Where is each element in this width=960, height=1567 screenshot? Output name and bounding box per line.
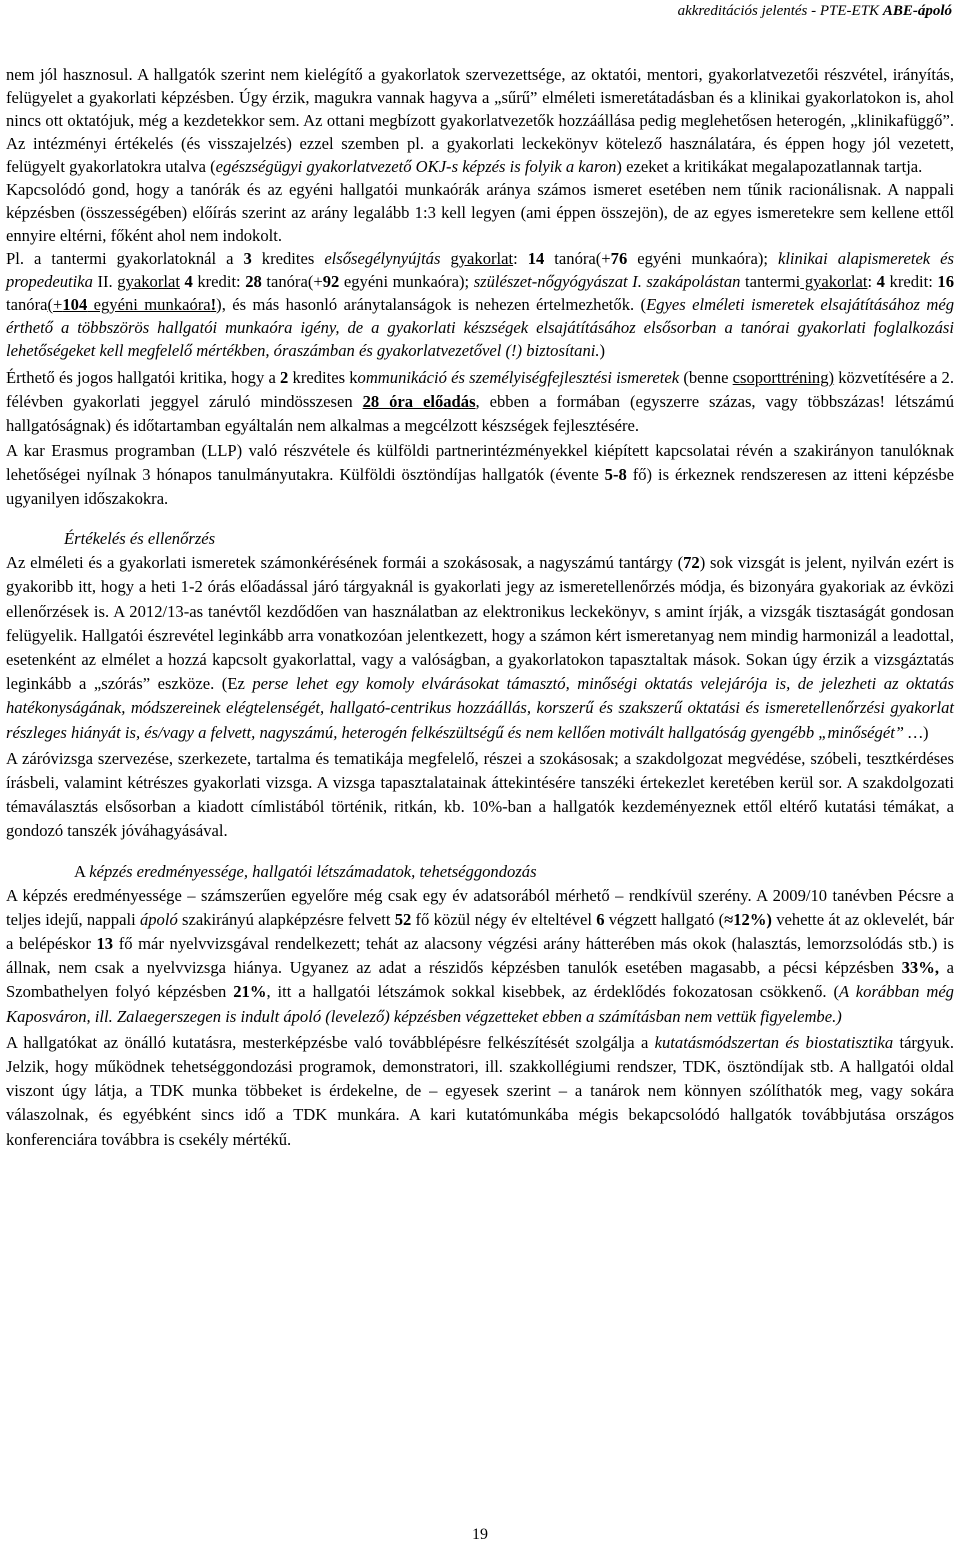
paragraph-workload-ratio: Kapcsolódó gond, hogy a tanórák és az egyéni hallgatói munkaórák aránya számos ismeret esetében nem tűnik racionálisnak. A nappali képzésben (összességében) előírás szerint az arány legalább 1:3 kell legyen (ami éppen összejön), de az egyes ismeretekre sem kellene ettől ennyire eltérni, főként ahol nem indokolt. <box>6 180 954 245</box>
header-text: akkreditációs jelentés - PTE-ETK <box>677 3 880 19</box>
paragraph-erasmus: A kar Erasmus programban (LLP) való részvétele és külföldi partnerintézményekkel kiépített kapcsolatai révén a szakirányon tanulóknak lehetőségei nyílnak 3 hónapos tanulmányutakra. Külföldi ösztöndíjas hallgatók (évente 5-8 fő) is érkeznek rendszeresen az itteni képzésbe ugyanilyen időszakokra. <box>6 440 954 509</box>
paragraph-effectiveness: A képzés eredményessége – számszerűen egyelőre még csak egy év adatsorából mérhető – rendkívül szerény. A 2009/10 tanévben Pécsre a teljes idejű, nappali ápoló szakirányú alapképzésre felvett 52 fő közül négy év elteltével 6 végzett hallgató (≈12%) vehette át az oklevelét, bár a belépéskor 13 fő már nyelvvizsgával rendelkezett; tehát az alacsony végzési arány hátterében más okok (halasztás, lemorzsolódás stb.) is állnak, nem csak a nyelvvizsga hiánya. Ugyanez az adat a részidős képzésben tanulók esetében magasabb, a pécsi képzésben 33%, a Szombathelyen folyó képzésben 21%, itt a hallgatói létszámok sokkal kisebbek, az érdeklődés fokozatosan csökkenő. (A korábban még Kaposváron, ill. Zalaegerszegen is indult ápoló (levelező) képzésben végzetteket ebben a számításban nem vettük figyelembe.) <box>6 885 954 1026</box>
paragraph-examples: Pl. a tantermi gyakorlatoknál a 3 kredites elsősegélynyújtás gyakorlat: 14 tanóra(+76 egyéni munkaóra); klinikai alapismeretek és propedeutika II. gyakorlat 4 kredit: 28 tanóra(+92 egyéni munkaóra); szülészet-nőgyógyászat I. szakápolástan tantermi gyakorlat: 4 kredit: 16 tanóra(+104 egyéni munkaóra!), és más hasonló aránytalanságok is nehezen értelmezhetők. (Egyes elméleti ismeretek elsajátításához még érthető a többszörös hallgatói munkaóra igény, de a gyakorlati készségek elsajátításához elsősorban a tanórai gyakorlati foglalkozási lehetőségeket kell megfelelő mértékben, óraszámban és gyakorlatvezetővel (!) biztosítani.) <box>6 249 955 360</box>
page-body <box>6 63 954 1152</box>
paragraph-assessment: Az elméleti és a gyakorlati ismeretek számonkérésének formái a szokásosak, a nagyszámú tantárgy (72) sok vizsgát is jelent, nyilván ezért is gyakoribb itt, hogy a heti 1-2 órás előadással járó tárgyaknál is gyakorlati jegy az ismeretellenőrzés módja, és bizonyára gyakoriak az évközi ellenőrzések is. A 2012/13-as tanévtől kezdődően van használatban az elektronikus leckekönyv, s amint írják, a vizsgák tisztaságát gondosan felügyelik. Hallgatói észrevétel leginkább arra vonatkozóan jelentkezett, hogy a számon kért ismeretanyag nem mindig harmonizál a leadottal, esetenként az elmélet a hozzá kapcsolt gyakorlattal, vagy a valóságban, a gyakorlatokon tapasztaltak mások. Sokan úgy érzik a vizsgáztatás leginkább a „szórás” eszköze. (Ez perse lehet egy komoly elvárásokat támasztó, minőségi oktatás velejárója is, de jelezheti az oktatás hatékonyságának, módszereinek elégtelenségét, hallgató-centrikus hozzáállás, korszerű és szakszerű oktatási és ismeretellenőrzési gyakorlat részleges hiányát is, és/vagy a felvett, nagyszámú, heterogén felkészültségű és nem kellően motivált hallgatóság gyengébb „minőségét” …) <box>6 553 955 742</box>
paragraph-final-exam: A záróvizsga szervezése, szerkezete, tartalma és tematikája megfelelő, részei a szokásosak; a szakdolgozat megvédése, szóbeli, tesztkérdéses írásbeli, valamint kétrészes gyakorlati vizsga. A vizsga tapasztalatainak áttekintésére tanszéki értekezlet keretében kerül sor. A szakdolgozati témaválasztás elsősorban a kiadott címlistából történik, ritkán, kb. 10%-ban a hallgatók kezdeményeznek ettől eltérő kutatási témákat, a gondozó tanszék jóváhagyásával. <box>6 748 954 841</box>
paragraph-research: A hallgatókat az önálló kutatásra, mesterképzésbe való továbblépésre felkészítését szolgálja a kutatásmódszertan és biostatisztika tárgyuk. Jelzik, hogy működnek tehetséggondozási programok, demonstratori, ill. szakkollégiumi rendszer, TDK, ösztöndíjak stb. A hallgatói oldal viszont úgy látja, a TDK munka többeket is érdekelne, de – egyesek szerint – a tanárok nem könnyen szólíthatók meg, vagy sokára válaszolnak, és egyébként sincs idő a TDK munkára. A kari kutatómunkába mégis bekapcsolódó hallgatók továbbjutása országos konferenciára továbbra is csekély mértékű. <box>6 1032 954 1149</box>
section-heading-evaluation: Értékelés és ellenőrzés <box>64 529 216 549</box>
section-heading-results: A képzés eredményessége, hallgatói létszámadatok, tehetséggondozás <box>74 861 537 881</box>
paragraph-communication-course: Érthető és jogos hallgatói kritika, hogy a 2 kredites kommunikáció és személyiségfejlesztési ismeretek (benne csoporttréning) közvetítésére a 2. félévben gyakorlati jeggyel záruló mindösszesen 28 óra előadás, ebben a formában (egyszerre százas, vagy többszázas! létszámú hallgatóságnak) és időtartamban egyáltalán nem alkalmas a megcélzott készségek fejlesztésére. <box>6 368 954 436</box>
paragraph-practice-criticism: nem jól hasznosul. A hallgatók szerint nem kielégítő a gyakorlatok szervezettsége, az oktatói, mentori, gyakorlatvezetői részvétel, irányítás, felügyelet a gyakorlati képzésben. Úgy érzik, magukra vannak hagyva a „sűrű” elméleti ismeretátadásban és a klinikai gyakorlatokon is, ahol nincs ott oktatójuk, még a kezdetekkor sem. Az ottani megbízott gyakorlatvezetők hozzáállása pedig meglehetősen heterogén, „klinikafüggő”. Az intézményi értékelés (és visszajelzés) ezzel szemben pl. a gyakorlati leckekönyv kötelező használatára, és éppen hogy jól vezetett, felügyelt gyakorlatokra utalva (egészségügyi gyakorlatvezető OKJ-s képzés is folyik a karon) ezeket a kritikákat megalapozatlannak tartja. <box>6 65 954 176</box>
page-header <box>678 3 952 20</box>
header-bold: ABE-ápoló <box>882 3 952 19</box>
page-number: 19 <box>472 1526 488 1543</box>
